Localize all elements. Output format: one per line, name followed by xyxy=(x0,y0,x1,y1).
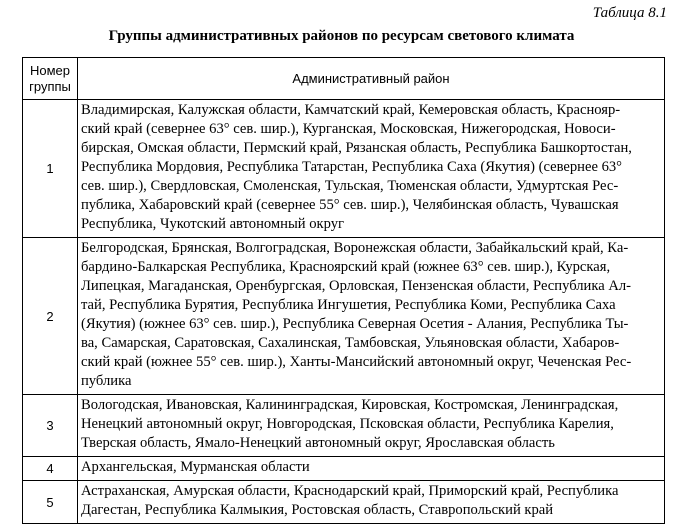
table-row xyxy=(23,238,665,395)
group-number-cell: 1 xyxy=(23,100,78,238)
region-text-line: ва, Самарская, Саратовская, Сахалинская, Тамбовская, Ульяновская области, Хабаров- xyxy=(81,335,620,351)
region-list-cell xyxy=(78,395,665,457)
region-list-cell xyxy=(78,100,665,238)
region-list-cell xyxy=(78,457,665,481)
region-text-line: публика xyxy=(81,373,132,389)
region-text-line: ский край (севернее 63° сев. шир.), Курганская, Московская, Нижегородская, Новоси- xyxy=(81,121,616,137)
table-caption: Таблица 8.1 xyxy=(592,5,667,21)
region-text-line: Белгородская, Брянская, Волгоградская, Воронежская области, Забайкальский край, Ка- xyxy=(81,240,629,256)
region-list-cell xyxy=(78,238,665,395)
region-text-line: Республика, Чукотский автономный округ xyxy=(81,216,344,232)
region-text-line: сев. шир.), Свердловская, Смоленская, Тульская, Тюменская области, Удмуртская Рес- xyxy=(81,178,619,194)
region-text-line: Дагестан, Республика Калмыкия, Ростовская область, Ставропольский край xyxy=(81,502,554,518)
table-header-row xyxy=(23,58,665,100)
region-text-line: Вологодская, Ивановская, Калининградская, Кировская, Костромская, Ленинградская, xyxy=(81,397,619,413)
region-text-line: Тверская область, Ямало-Ненецкий автономный округ, Ярославская область xyxy=(81,435,555,451)
region-header: Административный район xyxy=(78,58,665,100)
regions-table xyxy=(22,57,665,524)
region-list-cell xyxy=(78,481,665,524)
group-number-cell: 4 xyxy=(23,457,78,481)
group-number-header-line1: Номер xyxy=(29,62,70,78)
region-text-line: бардино-Балкарская Республика, Красноярский край (южнее 63° сев. шир.), Курская, xyxy=(81,259,611,275)
table-row xyxy=(23,481,665,524)
region-text-line: Архангельская, Мурманская области xyxy=(81,459,310,475)
region-text-line: Ненецкий автономный округ, Новгородская, Псковская области, Республика Карелия, xyxy=(81,416,614,432)
group-number-header-line2: группы xyxy=(29,78,71,94)
region-text-line: ский край (южнее 55° сев. шир.), Ханты-Мансийский автономный округ, Чеченская Рес- xyxy=(81,354,632,370)
region-text-line: Липецкая, Магаданская, Оренбургская, Орловская, Пензенская области, Республика Ал- xyxy=(81,278,632,294)
table-row xyxy=(23,457,665,481)
region-text-line: публика, Хабаровский край (севернее 55° сев. шир.), Челябинская область, Чувашская xyxy=(81,197,619,213)
region-text-line: тай, Республика Бурятия, Республика Ингушетия, Республика Коми, Республика Саха xyxy=(81,297,616,313)
table-title: Группы административных районов по ресурсам светового климата xyxy=(108,28,575,44)
region-text-line: (Якутия) (южнее 63° сев. шир.), Республика Северная Осетия - Алания, Республика Ты- xyxy=(81,316,629,332)
region-text-line: Владимирская, Калужская области, Камчатский край, Кемеровская область, Краснояр- xyxy=(81,102,621,118)
table-row xyxy=(23,100,665,238)
table-body xyxy=(23,100,665,524)
group-number-cell: 3 xyxy=(23,395,78,457)
region-text-line: Астраханская, Амурская области, Краснодарский край, Приморский край, Республика xyxy=(81,483,619,499)
group-number-cell: 2 xyxy=(23,238,78,395)
region-text-line: бирская, Омская области, Пермский край, Рязанская область, Республика Башкортостан, xyxy=(81,140,632,156)
group-number-header xyxy=(23,58,78,100)
region-text-line: Республика Мордовия, Республика Татарстан, Республика Саха (Якутия) (севернее 63° xyxy=(81,159,623,175)
table-row xyxy=(23,395,665,457)
group-number-cell: 5 xyxy=(23,481,78,524)
